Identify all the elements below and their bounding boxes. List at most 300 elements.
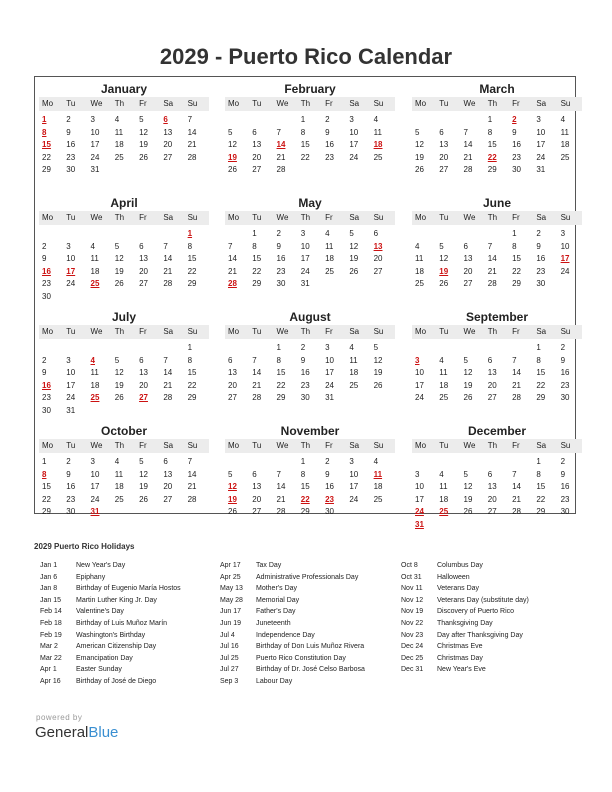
day [346,164,370,177]
day: 29 [42,507,51,517]
week-row [412,481,582,494]
day: 11 [560,127,569,137]
day: 24 [415,393,424,403]
day: 6 [228,355,233,365]
day: 6 [139,355,144,365]
day: 14 [487,254,497,264]
day: 6 [439,127,444,137]
day: 13 [439,140,449,150]
day: 23 [325,152,334,162]
weekday-label: Th [114,213,125,222]
day: 5 [114,241,120,251]
month-name: May [298,196,322,210]
day: 21 [276,494,286,504]
day: 26 [463,393,473,403]
day [136,506,160,519]
day: 15 [187,254,197,264]
holiday-day: 16 [42,380,51,390]
week-row [225,241,395,254]
day: 11 [90,254,99,264]
day: 6 [487,469,493,479]
day: 1 [300,115,306,124]
week-row [39,164,209,177]
holidays-title: 2029 Puerto Rico Holidays [34,542,135,551]
day: 9 [276,241,281,251]
day: 15 [536,482,546,492]
day: 31 [325,393,334,403]
holiday-day: 1 [187,229,193,238]
month-name: March [479,82,515,96]
holiday-name: Christmas Eve [437,643,483,651]
holiday-name: Administrative Professionals Day [256,573,359,581]
holiday-date: Apr 17 [220,562,241,569]
week-row [225,506,395,519]
day [412,114,436,127]
day: 27 [163,494,173,504]
day: 22 [276,380,286,390]
day [298,164,322,177]
holiday-day: 2 [512,115,517,124]
week-row [225,152,395,165]
day [160,164,184,177]
day: 28 [512,393,521,403]
day: 10 [536,127,546,137]
day: 10 [415,482,424,492]
day: 24 [560,266,570,276]
day: 11 [114,127,124,137]
day: 27 [487,507,497,517]
month-july [39,309,209,418]
day: 12 [114,254,124,264]
holiday-item [401,618,529,630]
week-row [39,114,209,127]
day [461,342,485,355]
week-row [39,266,209,279]
holiday-name: Veterans Day (substitute day) [437,596,529,604]
week-row [225,367,395,380]
month-name: October [100,424,147,438]
day: 12 [349,241,359,251]
day [225,342,249,355]
holiday-date: Nov 23 [401,631,424,639]
weekday-label: Tu [66,327,76,336]
day [485,228,509,241]
day [225,228,249,241]
day [436,342,460,355]
day [185,164,209,177]
day: 8 [487,127,493,137]
month-name: April [110,196,138,210]
month-december [412,423,582,532]
day: 6 [139,241,144,251]
weekday-label: Th [487,213,498,222]
weekday-label: We [90,213,103,222]
day: 25 [373,494,383,504]
weekday-label: Th [300,213,311,222]
day: 20 [163,482,173,492]
weekday-label: Tu [66,99,76,108]
day: 16 [512,140,521,150]
day: 29 [487,165,497,175]
day: 16 [536,254,546,264]
day: 19 [373,368,383,378]
holiday-day: 31 [90,507,100,517]
day: 21 [228,266,237,276]
holiday-item [401,664,529,676]
day: 25 [439,393,449,403]
day: 27 [252,507,262,517]
weekday-label: Fr [512,213,520,222]
day: 14 [512,482,521,492]
month-name: June [482,196,511,210]
day: 27 [487,393,497,403]
week-row [39,228,209,241]
week-row [39,367,209,380]
day: 17 [349,140,359,150]
weekday-label: Su [187,99,198,108]
weekday-label: Mo [228,327,240,336]
day: 10 [349,469,359,479]
day [185,291,209,304]
day: 12 [463,368,473,378]
day: 4 [349,343,354,352]
day: 12 [439,254,449,264]
weekday-label: Tu [66,213,76,222]
page-title: 2029 - Puerto Rico Calendar [159,44,453,69]
day: 19 [114,266,124,276]
week-row [39,405,209,418]
weekday-label: Tu [439,327,449,336]
holiday-day: 3 [415,355,420,365]
day: 17 [415,380,424,390]
day [436,114,460,127]
holiday-name: Memorial Day [256,596,300,604]
day [160,228,184,241]
day: 23 [300,380,310,390]
month-may [225,195,395,291]
day: 26 [463,507,473,517]
holiday-day: 17 [560,254,570,264]
day: 1 [42,457,47,466]
weekday-label: Mo [42,441,54,450]
holiday-name: Emancipation Day [76,654,133,662]
holiday-name: Martin Luther King Jr. Day [76,596,157,604]
day: 7 [512,469,517,479]
holiday-name: Juneteenth [256,619,291,627]
holiday-item [401,595,529,607]
day: 13 [487,482,497,492]
day: 27 [139,279,148,289]
holiday-day: 22 [487,152,497,162]
day [185,405,209,418]
day: 17 [90,140,100,150]
week-row [39,152,209,165]
holiday-item [401,583,529,595]
holiday-day: 25 [439,507,449,517]
day [461,456,485,469]
day: 20 [373,254,383,264]
weekday-label: Fr [512,99,520,108]
day: 15 [276,368,286,378]
holiday-date: Feb 14 [40,608,62,616]
week-row [225,342,395,355]
day: 12 [415,140,424,150]
day: 8 [536,469,541,479]
weekday-header [412,325,582,339]
day: 7 [163,241,168,251]
day [112,291,136,304]
week-row [225,278,395,291]
day: 27 [252,165,262,175]
day: 4 [325,229,330,238]
day: 29 [536,507,546,517]
day: 8 [300,469,306,479]
day: 30 [42,405,51,415]
holiday-day: 23 [325,494,334,504]
day: 21 [163,266,173,276]
day: 25 [114,152,124,162]
weekday-label: Th [114,99,125,108]
day: 30 [66,165,76,175]
day [346,278,370,291]
day [249,342,273,355]
month-name: November [280,424,340,438]
week-row [39,241,209,254]
week-row [225,469,395,482]
day: 27 [439,165,449,175]
weekday-label: Su [373,213,384,222]
day: 23 [560,494,570,504]
weekday-header [39,211,209,225]
day: 8 [512,241,517,251]
day: 21 [512,380,521,390]
day: 3 [66,355,71,365]
week-row [225,481,395,494]
weekday-label: Tu [439,99,449,108]
day: 29 [252,279,262,289]
holiday-name: Veterans Day [437,585,480,593]
day: 24 [90,494,100,504]
weekday-label: Fr [139,99,147,108]
day [63,342,87,355]
day [371,392,395,405]
day: 1 [536,457,541,466]
day: 16 [560,368,570,378]
day: 10 [560,241,570,251]
day: 22 [536,494,546,504]
holiday-item [401,572,529,584]
weekday-label: We [463,213,476,222]
day [436,228,460,241]
holiday-day: 19 [439,266,449,276]
week-row [39,355,209,368]
month-name: January [100,82,148,96]
day [322,278,346,291]
day [160,291,184,304]
weekday-label: Fr [139,441,147,450]
day: 17 [300,254,310,264]
day: 9 [536,241,541,251]
day: 9 [560,355,566,365]
day: 28 [163,393,173,403]
weekday-label: Su [373,441,384,450]
day: 21 [487,266,497,276]
month-november [225,423,395,519]
holiday-day: 15 [42,140,51,150]
week-row [412,241,582,254]
day [225,114,249,127]
day: 7 [276,127,281,137]
holiday-date: Nov 11 [401,585,423,593]
day: 29 [276,393,286,403]
holiday-day: 22 [300,494,310,504]
day [558,519,582,532]
day: 26 [415,165,424,175]
day: 3 [90,115,95,124]
holiday-name: New Year's Day [76,562,126,569]
day: 21 [512,494,521,504]
day: 22 [187,266,197,276]
holiday-name: Tax Day [256,562,282,569]
day [371,278,395,291]
day: 24 [536,152,546,162]
day [136,405,160,418]
holiday-day: 12 [228,482,237,492]
day: 17 [415,494,424,504]
day [63,228,87,241]
day [249,456,273,469]
weekday-label: Th [114,327,125,336]
day [485,456,509,469]
weekday-label: Su [187,441,198,450]
day: 15 [187,368,197,378]
day: 14 [187,127,197,137]
day: 10 [90,469,100,479]
holiday-item [220,595,365,607]
day: 17 [325,368,334,378]
holiday-name: Valentine's Day [76,608,124,616]
day [509,519,533,532]
day: 29 [300,507,310,517]
brand-logo[interactable] [35,724,118,741]
holiday-column [40,560,181,688]
day: 28 [276,507,286,517]
weekday-label: Mo [42,213,54,222]
day [509,456,533,469]
day [39,228,63,241]
day: 18 [349,368,359,378]
holiday-date: Mar 22 [40,654,62,662]
day: 3 [415,469,420,479]
day: 28 [163,279,173,289]
day: 4 [114,115,120,124]
day: 2 [560,457,566,466]
weekday-header [39,439,209,453]
day: 3 [325,343,330,352]
day: 12 [228,140,237,150]
day: 9 [42,368,47,378]
day: 10 [415,368,424,378]
month-october [39,423,209,519]
day: 14 [163,368,173,378]
day: 27 [463,279,473,289]
day: 13 [252,482,262,492]
day [412,342,436,355]
weekday-label: Mo [228,99,240,108]
weekday-label: Su [560,99,571,108]
holiday-date: Jan 1 [40,562,58,569]
day: 14 [276,482,286,492]
week-row [412,456,582,469]
weekday-label: Mo [228,441,240,450]
day: 1 [487,115,493,124]
day: 13 [139,368,148,378]
powered-by-text: powered by [36,713,83,722]
holiday-day: 27 [139,393,148,403]
holiday-item [40,572,181,584]
day: 9 [325,127,330,137]
day: 14 [163,254,173,264]
week-row [412,114,582,127]
holiday-item [220,618,365,630]
day: 24 [300,266,310,276]
day: 25 [114,494,124,504]
day [412,456,436,469]
day: 28 [187,494,197,504]
holiday-name: New Year's Eve [437,666,486,674]
day: 31 [90,165,100,175]
holiday-date: Apr 1 [40,666,57,674]
holiday-name: Independence Day [256,631,315,639]
weekday-label: Su [560,441,571,450]
day: 26 [349,266,359,276]
holiday-name: Washington's Birthday [76,631,146,639]
day: 18 [114,482,124,492]
month-name: September [465,310,529,324]
day: 20 [139,380,148,390]
day [485,519,509,532]
day: 30 [300,393,310,403]
day [346,506,370,519]
weekday-label: Fr [139,327,147,336]
day: 2 [66,457,71,466]
holiday-item [40,676,181,688]
day: 20 [487,494,497,504]
day: 5 [463,469,468,479]
day [225,456,249,469]
month-september [412,309,582,405]
holiday-date: Feb 19 [40,631,62,639]
day: 22 [187,380,197,390]
day [461,228,485,241]
day: 6 [373,229,379,238]
holiday-name: Epiphany [76,573,106,581]
day: 8 [300,127,306,137]
day: 22 [300,152,310,162]
holiday-date: Dec 25 [401,654,424,662]
holiday-name: Birthday of Don Luis Muñoz Rivera [256,643,365,651]
day: 6 [163,457,168,466]
day [558,278,582,291]
holiday-name: Birthday of Luis Muñoz Marín [76,619,168,627]
day: 25 [373,152,383,162]
day: 24 [349,494,359,504]
day: 29 [42,165,51,175]
day: 8 [276,355,281,365]
holiday-name: Father's Day [256,608,296,616]
day: 3 [90,457,95,466]
day [160,405,184,418]
